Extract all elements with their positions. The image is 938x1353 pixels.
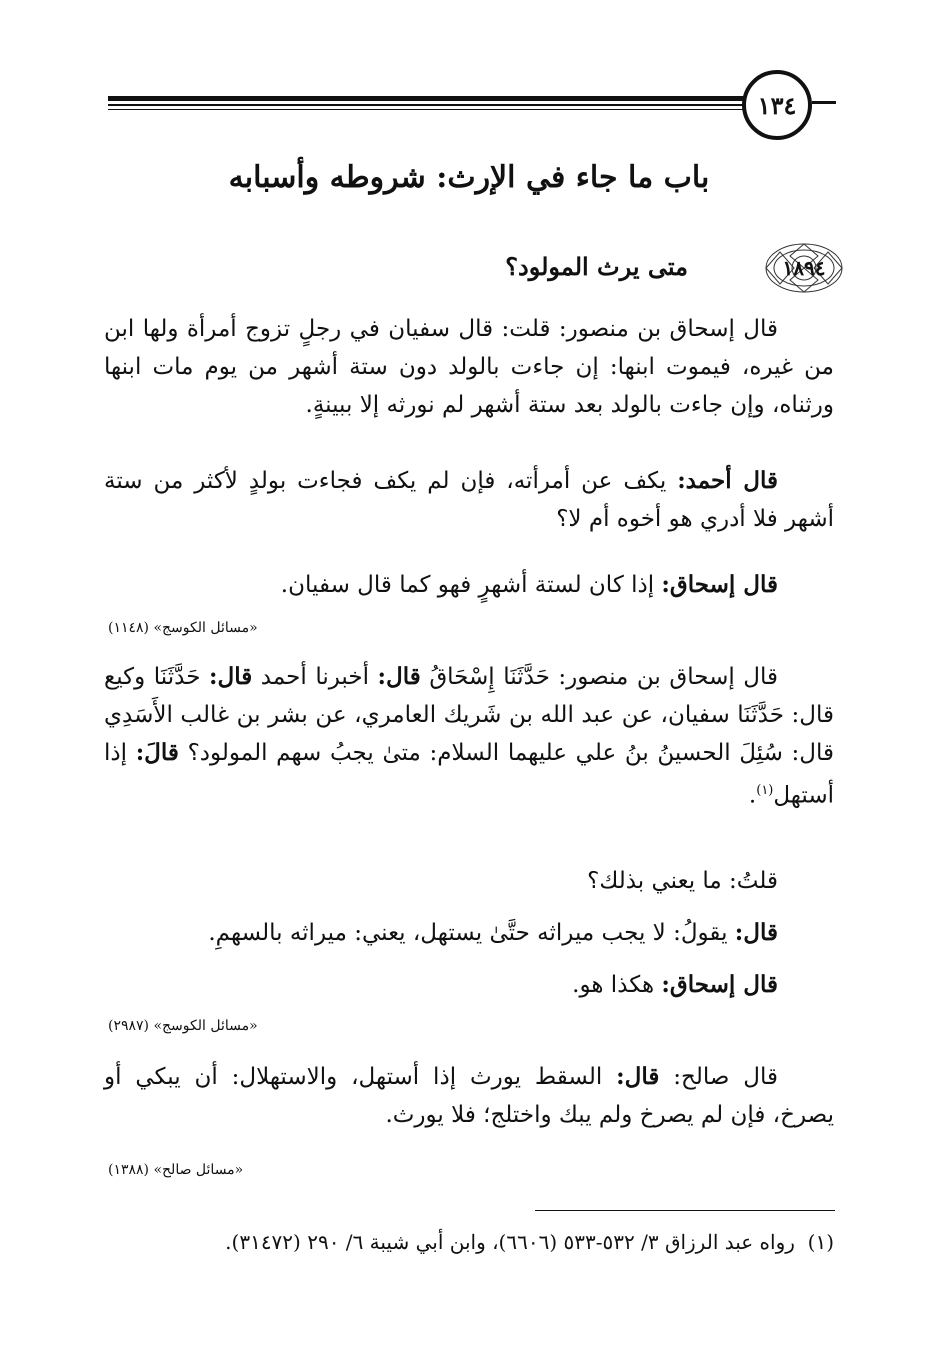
footnote xyxy=(104,1230,834,1254)
paragraph-text: قال إسحاق بن منصور: حَدَّثَنَا إِسْحَاقُ xyxy=(429,664,779,690)
speaker-label: قال: xyxy=(209,663,253,690)
paragraph xyxy=(104,862,834,900)
paragraph xyxy=(104,310,834,424)
paragraph xyxy=(104,966,834,1004)
paragraph xyxy=(104,1058,834,1134)
footnote-number: (١) xyxy=(807,1230,834,1254)
paragraph-text: يكف عن أمرأته، فإن لم يكف فجاءت بولدٍ لأكثر من ستة أشهر فلا أدري هو أخوه أم لا؟ xyxy=(104,468,834,532)
paragraph-text: قلتُ: ما يعني بذلك؟ xyxy=(587,868,778,894)
entry-title: متى يرث المولود؟ xyxy=(505,252,688,281)
footnote-text: رواه عبد الرزاق ٣/ ٥٣٢-٥٣٣ (٦٦٠٦)، وابن أبي شيبة ٦/ ٢٩٠ (٣١٤٧٢). xyxy=(225,1230,795,1254)
chapter-title: باب ما جاء في الإرث: شروطه وأسبابه xyxy=(228,160,710,195)
footnote-separator xyxy=(535,1210,835,1211)
paragraph-text: هكذا هو. xyxy=(572,972,655,998)
paragraph-text: أخبرنا أحمد xyxy=(260,664,369,690)
speaker-label: قال أحمد: xyxy=(677,467,778,494)
entry-number: ١٨٩٤ xyxy=(782,256,826,280)
header-rule-right xyxy=(812,101,836,104)
paragraph-text: يقولُ: لا يجب ميراثه حتَّىٰ يستهل، يعني: ميراثه بالسهمِ. xyxy=(208,920,728,946)
speaker-label: قال إسحاق: xyxy=(661,571,778,598)
speaker-label: قال: xyxy=(734,919,778,946)
header-rule xyxy=(108,104,758,106)
paragraph xyxy=(104,462,834,538)
paragraph-text: حَدَّثَنَا وكيع قال: حَدَّثَنَا سفيان، عن عبد الله بن شَريك العامري، عن بشر بن غالب الأَسَدِي قال: سُئِلَ الحسينُ بنُ علي عليهما السلام: متىٰ يجبُ سهم المولود؟ xyxy=(104,664,834,766)
speaker-label: قال: xyxy=(616,1063,660,1090)
speaker-label: قال إسحاق: xyxy=(661,971,778,998)
speaker-label: قالَ: xyxy=(135,739,179,766)
header-rule xyxy=(108,96,758,101)
source-citation: «مسائل صالح» (١٣٨٨) xyxy=(108,1162,244,1178)
header-rule xyxy=(108,109,758,110)
paragraph-text: إذا كان لستة أشهرٍ فهو كما قال سفيان. xyxy=(280,572,655,598)
paragraph xyxy=(104,566,834,604)
speaker-label: قال: xyxy=(377,663,421,690)
page-number: ١٣٤ xyxy=(742,70,812,140)
paragraph-text: قال إسحاق بن منصور: قلت: قال سفيان في رجلٍ تزوج أمرأة ولها ابن من غيره، فيموت ابنها: إن جاءت بالولد دون ستة أشهر من يوم مات ابنها ورثناه، وإن جاءت بالولد بعد ستة أشهر لم نورثه إلا ببينةٍ. xyxy=(104,316,834,418)
entry-number-ornament xyxy=(762,240,846,296)
paragraph: قال إسحاق بن منصور: حَدَّثَنَا إِسْحَاقُ قال: أخبرنا أحمد قال: حَدَّثَنَا وكيع قال: حَدَّثَنَا سفيان، عن عبد الله بن شَريك العامري، عن بشر بن غالب الأَسَدِي قال: سُئِلَ الحسينُ بنُ علي عليهما السلام: متىٰ يجبُ سهم المولود؟ قالَ: إذا أستهل$^{(١)}$. xyxy=(104,663,834,809)
source-citation: «مسائل الكوسج» (٢٩٨٧) xyxy=(108,1018,258,1034)
source-citation: «مسائل الكوسج» (١١٤٨) xyxy=(108,620,258,636)
paragraph xyxy=(104,914,834,952)
speaker-label: قال صالح: xyxy=(673,1064,779,1090)
footnote-marker: (١) xyxy=(756,783,774,798)
paragraph-text: السقط يورث إذا أستهل، والاستهلال: أن يبكي أو يصرخ، فإن لم يصرخ ولم يبك واختلج؛ فلا يورث. xyxy=(104,1064,834,1128)
paragraph-text: إذا أستهل xyxy=(104,740,834,809)
